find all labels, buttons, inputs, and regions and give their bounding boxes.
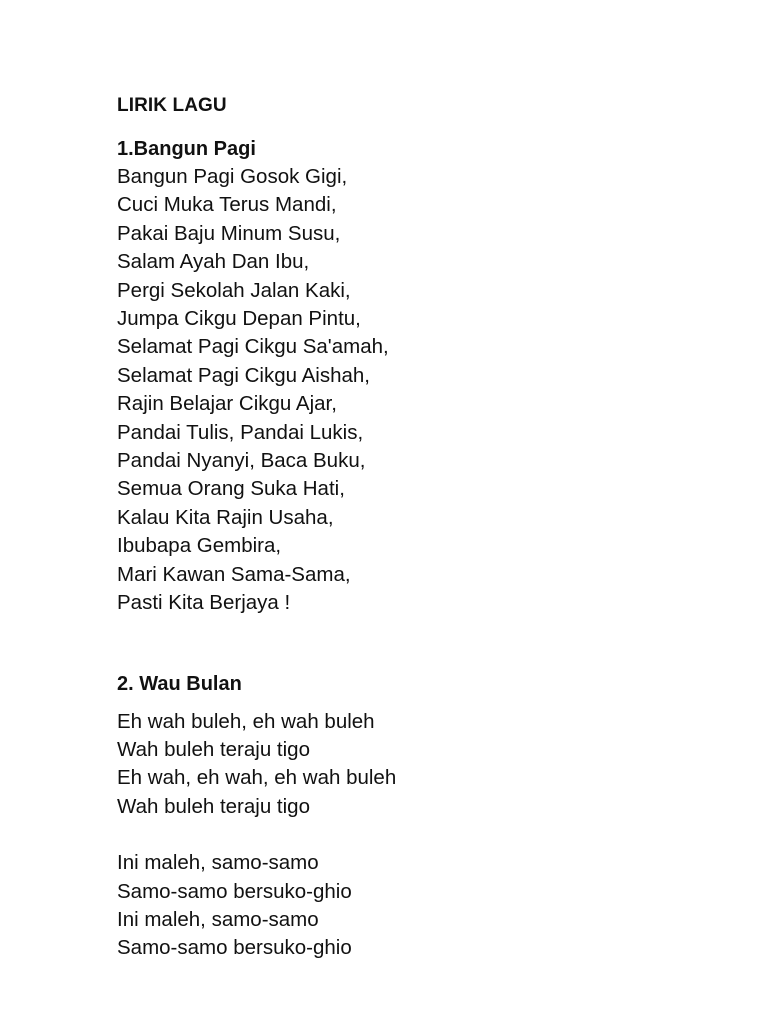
lyric-line: Eh wah buleh, eh wah buleh (117, 709, 375, 733)
lyric-line: Pergi Sekolah Jalan Kaki, (117, 278, 351, 302)
lyric-line: Pasti Kita Berjaya ! (117, 591, 291, 615)
document-title: LIRIK LAGU (117, 95, 227, 116)
song-wau-bulan (117, 670, 737, 963)
lyric-line: Pakai Baju Minum Susu, (117, 221, 341, 245)
lyric-line: Ibubapa Gembira, (117, 534, 282, 558)
lyric-line: Semua Orang Suka Hati, (117, 477, 345, 501)
lyric-line: Pandai Nyanyi, Baca Buku, (117, 449, 366, 473)
lyric-line: Ini maleh, samo-samo (117, 907, 319, 931)
lyric-line: Ini maleh, samo-samo (117, 851, 319, 875)
lyric-line: Pandai Tulis, Pandai Lukis, (117, 420, 364, 444)
lyric-line: Samo-samo bersuko-ghio (117, 936, 352, 960)
document-page (117, 92, 737, 963)
lyric-line: Salam Ayah Dan Ibu, (117, 250, 310, 274)
stanza (117, 849, 737, 963)
lyric-line: Kalau Kita Rajin Usaha, (117, 505, 334, 529)
lyric-line: Samo-samo bersuko-ghio (117, 879, 352, 903)
lyric-line: Mari Kawan Sama-Sama, (117, 562, 351, 586)
song-title: 2. Wau Bulan (117, 672, 242, 695)
lyric-line: Bangun Pagi Gosok Gigi, (117, 165, 348, 188)
lyric-line: Wah buleh teraju tigo (117, 794, 310, 818)
lyric-line: Eh wah, eh wah, eh wah buleh (117, 766, 397, 790)
song-title: 1.Bangun Pagi (117, 138, 256, 160)
stanza (117, 708, 737, 822)
song-bangun-pagi (117, 135, 737, 618)
lyric-line: Cuci Muka Terus Mandi, (117, 193, 337, 217)
lyric-line: Selamat Pagi Cikgu Aishah, (117, 363, 370, 387)
stanza (117, 163, 737, 618)
lyric-line: Selamat Pagi Cikgu Sa'amah, (117, 335, 389, 359)
lyric-line: Jumpa Cikgu Depan Pintu, (117, 307, 361, 331)
lyric-line: Rajin Belajar Cikgu Ajar, (117, 392, 337, 416)
lyric-line: Wah buleh teraju tigo (117, 737, 310, 761)
